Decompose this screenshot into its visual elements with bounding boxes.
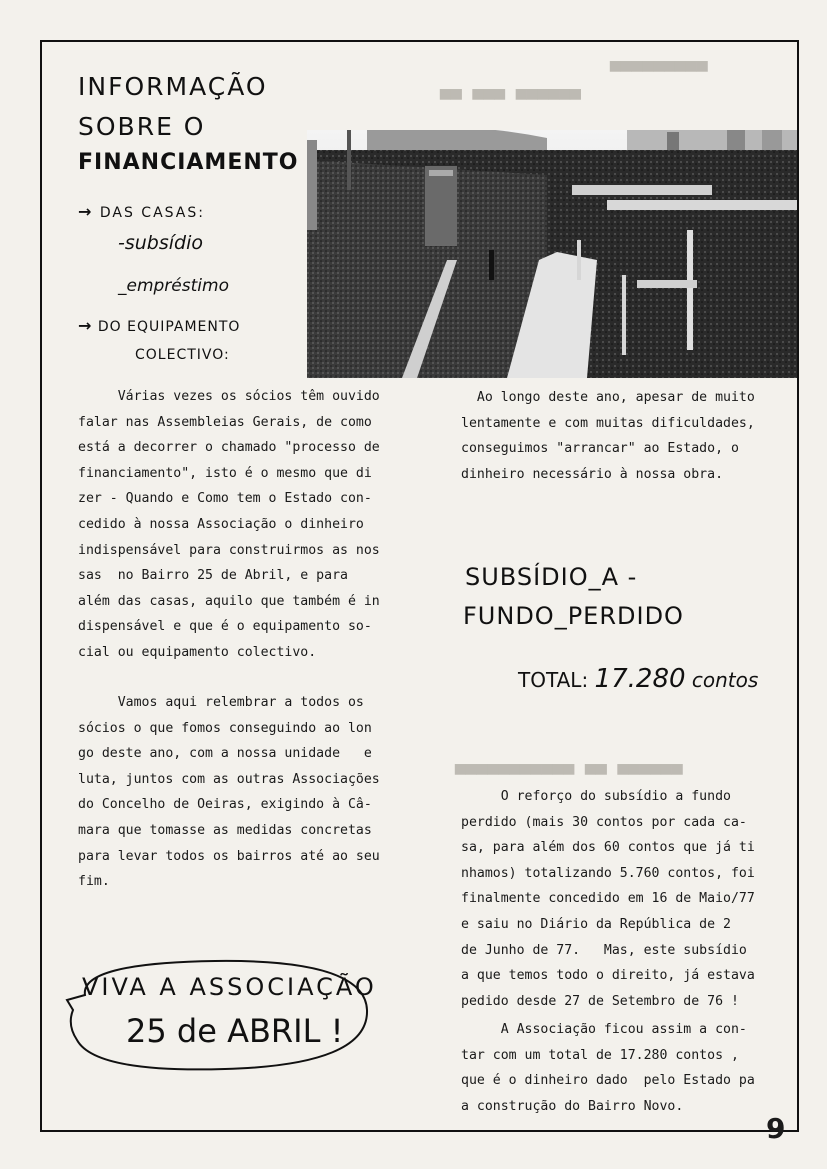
text-line: fim. bbox=[78, 874, 110, 890]
arrow-icon: → bbox=[78, 202, 94, 221]
text-line: Ao longo deste ano, apesar de muito bbox=[461, 390, 755, 405]
item-equipment-label: DO EQUIPAMENTO bbox=[97, 319, 241, 335]
item-houses-label: DAS CASAS: bbox=[99, 205, 205, 221]
total-value: 17.280 bbox=[594, 664, 686, 694]
title-line-1: INFORMAÇÃO bbox=[78, 72, 268, 101]
subsidy-heading-line-1: SUBSÍDIO_A - bbox=[465, 563, 638, 591]
total-label: TOTAL: bbox=[518, 668, 589, 692]
text-line: e saiu no Diário da República de 2 bbox=[461, 916, 731, 932]
text-line: Várias vezes os sócios têm ouvido bbox=[78, 389, 380, 404]
page-number: 9 bbox=[766, 1112, 786, 1145]
item-subsidy: -subsídio bbox=[118, 232, 203, 254]
text-line: cial ou equipamento colectivo. bbox=[78, 644, 317, 660]
text-line: falar nas Assembleias Gerais, de como bbox=[78, 414, 372, 430]
slogan-line-2: 25 de ABRIL ! bbox=[126, 1012, 344, 1050]
bleed-through-text: ▀▀▀▀▀▀▀▀▀▀▀ ▀▀ ▀▀▀▀▀▀ bbox=[455, 765, 683, 786]
text-line: O reforço do subsídio a fundo bbox=[461, 789, 731, 804]
text-line: dispensável e que é o equipamento so- bbox=[78, 619, 372, 635]
text-line: pedido desde 27 de Setembro de 76 ! bbox=[461, 993, 739, 1009]
right-paragraph-1 bbox=[461, 385, 755, 487]
text-line: perdido (mais 30 contos por cada ca- bbox=[461, 814, 747, 830]
item-houses bbox=[78, 202, 205, 221]
subsidy-total bbox=[518, 664, 758, 694]
text-line: finalmente concedido em 16 de Maio/77 bbox=[461, 891, 755, 907]
text-line: está a decorrer o chamado "processo de bbox=[78, 440, 380, 456]
text-line: zer - Quando e Como tem o Estado con- bbox=[78, 491, 372, 507]
text-line: do Concelho de Oeiras, exigindo à Câ- bbox=[78, 797, 372, 813]
text-line: dinheiro necessário à nossa obra. bbox=[461, 466, 724, 482]
title-line-3: FINANCIAMENTO bbox=[78, 150, 299, 175]
right-paragraph-3 bbox=[461, 1017, 755, 1119]
left-paragraph-1 bbox=[78, 384, 380, 666]
text-line: conseguimos "arrancar" ao Estado, o bbox=[461, 441, 739, 457]
text-line: de Junho de 77. Mas, este subsídio bbox=[461, 942, 747, 958]
item-equipment-cont: COLECTIVO: bbox=[135, 347, 230, 363]
total-unit: contos bbox=[691, 668, 759, 692]
text-line: que é o dinheiro dado pelo Estado pa bbox=[461, 1073, 755, 1089]
construction-site-photo bbox=[307, 130, 797, 378]
bleed-through-text: ▀▀ ▀▀▀ ▀▀▀▀▀▀ bbox=[440, 90, 581, 111]
text-line: cedido à nossa Associação o dinheiro bbox=[78, 516, 364, 532]
text-line: go deste ano, com a nossa unidade e bbox=[78, 746, 372, 762]
text-line: além das casas, aquilo que também é in bbox=[78, 593, 380, 609]
text-line: luta, juntos com as outras Associações bbox=[78, 771, 380, 787]
text-line: sócios o que fomos conseguindo ao lon bbox=[78, 720, 372, 736]
text-line: tar com um total de 17.280 contos , bbox=[461, 1047, 739, 1063]
text-line: a construção do Bairro Novo. bbox=[461, 1098, 684, 1114]
text-line: sas no Bairro 25 de Abril, e para bbox=[78, 568, 348, 584]
text-line: financiamento", isto é o mesmo que di bbox=[78, 465, 372, 481]
slogan-line-1: VIVA A ASSOCIAÇÃO bbox=[82, 973, 377, 1001]
item-equipment bbox=[78, 316, 240, 335]
text-line: indispensável para construirmos as nos bbox=[78, 542, 380, 558]
text-line: a que temos todo o direito, já estava bbox=[461, 968, 755, 984]
text-line: para levar todos os bairros até ao seu bbox=[78, 848, 380, 864]
title-line-2: SOBRE O bbox=[78, 112, 206, 141]
text-line: lentamente e com muitas dificuldades, bbox=[461, 415, 755, 431]
right-paragraph-2 bbox=[461, 784, 755, 1014]
text-line: A Associação ficou assim a con- bbox=[461, 1022, 747, 1037]
text-line: Vamos aqui relembrar a todos os bbox=[78, 695, 364, 710]
subsidy-heading-line-2: FUNDO_PERDIDO bbox=[463, 602, 684, 630]
text-line: mara que tomasse as medidas concretas bbox=[78, 822, 372, 838]
text-line: nhamos) totalizando 5.760 contos, foi bbox=[461, 865, 755, 881]
text-line: sa, para além dos 60 contos que já ti bbox=[461, 840, 755, 856]
arrow-icon: → bbox=[78, 316, 93, 335]
bleed-through-text: ▀▀▀▀▀▀▀▀▀ bbox=[610, 62, 708, 83]
left-paragraph-2 bbox=[78, 690, 380, 895]
item-loan: _empréstimo bbox=[118, 276, 229, 296]
